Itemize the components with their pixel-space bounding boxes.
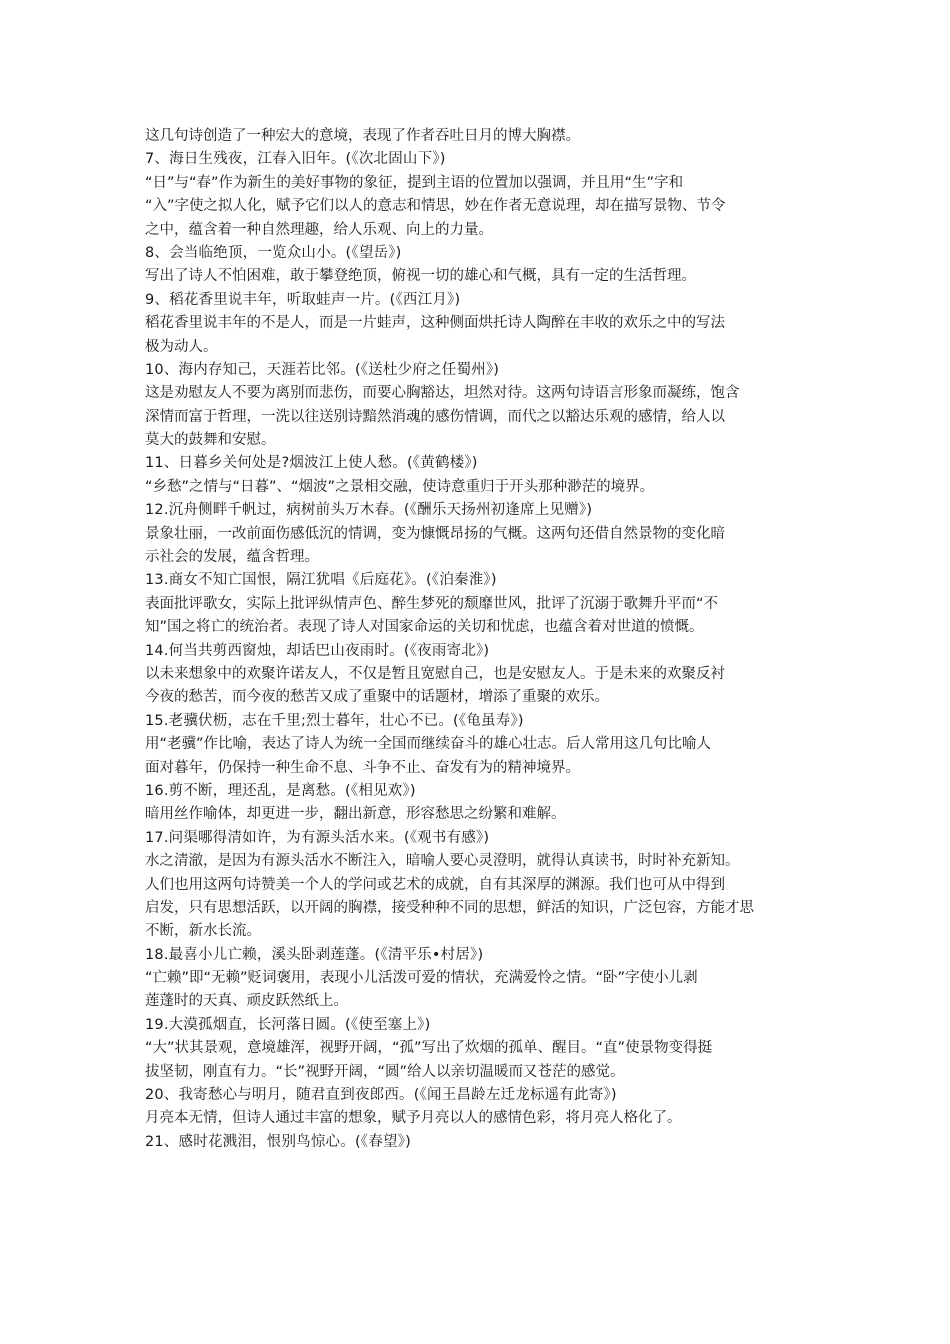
text-line: “入”字使之拟人化，赋予它们以人的意志和情思，妙在作者无意说理，却在描写景物、节令 [145,198,726,215]
text-line: 今夜的愁苦，而今夜的愁苦又成了重聚中的话题材，增添了重聚的欢乐。 [145,689,609,706]
poem-heading: 18.最喜小儿亡赖，溪头卧剥莲蓬。(《清平乐•村居》) [145,946,484,963]
text-line: “乡愁”之情与“日暮”、“烟波”之景相交融，使诗意重归于开头那种渺茫的境界。 [145,478,655,495]
text-line: 以未来想象中的欢聚许诺友人，不仅是暂且宽慰自己，也是安慰友人。于是未来的欢聚反衬 [145,665,725,682]
text-line: “日”与“春”作为新生的美好事物的象征，提到主语的位置加以强调，并且用“生”字和 [145,174,684,191]
text-line: 人们也用这两句诗赞美一个人的学问或艺术的成就，自有其深厚的渊源。我们也可从中得到 [145,876,725,893]
poem-heading: 16.剪不断，理还乱，是离愁。(《相见欢》) [145,782,416,799]
text-line: 拔坚韧，刚直有力。“长”视野开阔，“圆”给人以亲切温暖而又苍茫的感觉。 [145,1063,625,1080]
poem-heading: 8、会当临绝顶，一览众山小。(《望岳》) [145,244,402,261]
poem-heading: 7、海日生残夜，江春入旧年。(《次北固山下》) [145,151,446,168]
text-line: 稻花香里说丰年的不是人，而是一片蛙声，这种侧面烘托诗人陶醉在丰收的欢乐之中的写法 [145,315,725,332]
text-line: “大”状其景观，意境雄浑，视野开阔，“孤”写出了炊烟的孤单、醒目。“直”使景物变得挺 [145,1040,713,1057]
text-line: 极为动人。 [145,338,218,355]
text-line: 莫大的鼓舞和安慰。 [145,432,276,449]
text-line: 用“老骥”作比喻，表达了诗人为统一全国而继续奋斗的雄心壮志。后人常用这几句比喻人 [145,736,712,753]
text-line: 景象壮丽，一改前面伤感低沉的情调，变为慷慨昂扬的气概。这两句还借自然景物的变化暗 [145,525,725,542]
text-line: “亡赖”即“无赖”贬词褒用，表现小儿活泼可爱的情状，充满爱怜之情。“卧”字使小儿剥 [145,970,698,987]
poem-heading: 10、海内存知己，天涯若比邻。(《送杜少府之任蜀州》) [145,361,500,378]
text-line: 启发，只有思想活跃，以开阔的胸襟，接受种种不同的思想，鲜活的知识，广泛包容，方能才思 [145,899,754,916]
poem-heading: 21、感时花溅泪，恨别鸟惊心。(《春望》) [145,1133,411,1150]
poem-heading: 17.问渠哪得清如许，为有源头活水来。(《观书有感》) [145,829,490,846]
text-line: 表面批评歌女，实际上批评纵情声色、醉生梦死的颓靡世风，批评了沉溺于歌舞升平而“不 [145,595,719,612]
text-line: 不断，新水长流。 [145,923,261,940]
text-line: 这几句诗创造了一种宏大的意境，表现了作者吞吐日月的博大胸襟。 [145,128,580,144]
poem-heading: 12.沉舟侧畔千帆过，病树前头万木春。(《酬乐天扬州初逢席上见赠》) [145,502,593,519]
text-line: 知”国之将亡的统治者。表现了诗人对国家命运的关切和忧虑，也蕴含着对世道的愤慨。 [145,619,704,636]
poem-heading: 14.何当共剪西窗烛，却话巴山夜雨时。(《夜雨寄北》) [145,642,490,659]
text-line: 写出了诗人不怕困难，敢于攀登绝顶，俯视一切的雄心和气概，具有一定的生活哲理。 [145,268,696,285]
document-page [145,125,817,1154]
text-line: 月亮本无情，但诗人通过丰富的想象，赋予月亮以人的感情色彩，将月亮人格化了。 [145,1110,682,1127]
text-line: 莲蓬时的天真、顽皮跃然纸上。 [145,993,348,1010]
text-line: 示社会的发展，蕴含哲理。 [145,549,319,566]
text-line: 深情而富于哲理，一洗以往送别诗黯然消魂的感伤情调，而代之以豁达乐观的感情，给人以 [145,408,725,425]
text-line: 暗用丝作喻体，却更进一步，翻出新意，形容愁思之纷繁和难解。 [145,806,566,823]
poem-heading: 11、日暮乡关何处是?烟波江上使人愁。(《黄鹤楼》) [145,455,478,472]
poem-heading: 13.商女不知亡国恨，隔江犹唱《后庭花》。(《泊秦淮》) [145,572,497,589]
text-line: 面对暮年，仍保持一种生命不息、斗争不止、奋发有为的精神境界。 [145,759,580,776]
text-line: 这是劝慰友人不要为离别而悲伤，而要心胸豁达，坦然对待。这两句诗语言形象而凝练，饱含 [145,385,740,402]
text-line: 之中，蕴含着一种自然理趣，给人乐观、向上的力量。 [145,221,493,238]
poem-heading: 9、稻花香里说丰年，听取蛙声一片。(《西江月》) [145,291,461,308]
poem-heading: 15.老骥伏枥，志在千里;烈士暮年，壮心不已。(《龟虽寿》) [145,712,524,729]
poem-heading: 19.大漠孤烟直，长河落日圆。(《使至塞上》) [145,1016,431,1033]
text-line: 水之清澈，是因为有源头活水不断注入，暗喻人要心灵澄明，就得认真读书，时时补充新知。 [145,853,740,870]
poem-heading: 20、我寄愁心与明月，随君直到夜郎西。(《闻王昌龄左迁龙标遥有此寄》) [145,1087,617,1104]
